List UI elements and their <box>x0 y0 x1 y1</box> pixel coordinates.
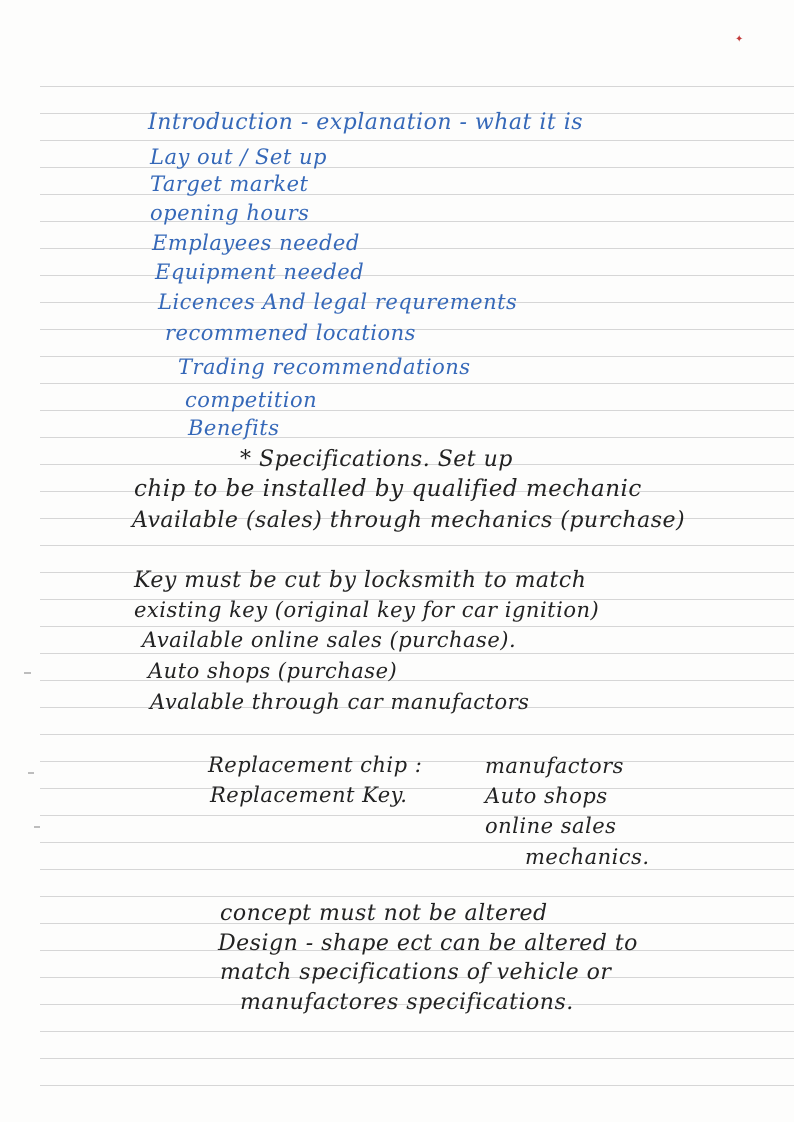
scan-smudge <box>34 826 40 828</box>
key-line-2: existing key (original key for car ignition) <box>134 598 600 622</box>
source-online-sales: online sales <box>485 814 617 838</box>
ruled-line <box>40 1058 794 1059</box>
concept-line-1: concept must not be altered <box>220 901 548 926</box>
outline-opening-hours: opening hours <box>150 201 310 225</box>
ruled-line <box>40 896 794 897</box>
chip-line-1: chip to be installed by qualified mechanic <box>134 476 642 502</box>
ruled-line <box>40 545 794 546</box>
ruled-line <box>40 626 794 627</box>
ruled-line <box>40 734 794 735</box>
source-auto-shops: Auto shops <box>485 784 608 808</box>
ruled-line <box>40 86 794 87</box>
outline-introduction: Introduction - explanation - what it is <box>148 110 584 135</box>
ruled-line <box>40 815 794 816</box>
ruled-line <box>40 140 794 141</box>
outline-equipment: Equipment needed <box>155 260 365 284</box>
ruled-line <box>40 275 794 276</box>
source-manufactors: manufactors <box>485 754 624 778</box>
ruled-line <box>40 437 794 438</box>
chip-line-2: Available (sales) through mechanics (purchase) <box>132 508 686 533</box>
replacement-chip: Replacement chip : <box>208 753 423 777</box>
key-line-1: Key must be cut by locksmith to match <box>134 568 587 593</box>
outline-locations: recommened locations <box>165 321 416 345</box>
ruled-line <box>40 329 794 330</box>
ruled-line <box>40 1031 794 1032</box>
key-line-3: Available online sales (purchase). <box>142 628 517 652</box>
ruled-line <box>40 788 794 789</box>
key-line-5: Avalable through car manufactors <box>150 690 530 714</box>
ruled-line <box>40 410 794 411</box>
outline-employees: Emplayees needed <box>152 231 360 255</box>
scan-smudge <box>24 672 31 674</box>
key-line-4: Auto shops (purchase) <box>148 659 398 683</box>
spec-heading: * Specifications. Set up <box>240 447 513 472</box>
outline-benefits: Benefits <box>188 416 280 440</box>
outline-layout: Lay out / Set up <box>150 145 327 169</box>
scan-smudge <box>28 772 34 774</box>
concept-line-3: match specifications of vehicle or <box>220 960 612 985</box>
ruled-line <box>40 869 794 870</box>
source-mechanics: mechanics. <box>525 845 650 869</box>
outline-competition: competition <box>185 388 318 412</box>
ruled-line <box>40 842 794 843</box>
ruled-line <box>40 653 794 654</box>
replacement-key: Replacement Key. <box>210 783 408 807</box>
concept-line-2: Design - shape ect can be altered to <box>218 931 638 956</box>
concept-line-4: manufactores specifications. <box>240 990 574 1015</box>
ruled-line <box>40 1085 794 1086</box>
outline-target-market: Target market <box>150 172 309 196</box>
outline-licences: Licences And legal requrements <box>158 290 518 314</box>
ruled-line <box>40 383 794 384</box>
ink-dot-mark: ✦ <box>735 34 744 45</box>
outline-trading: Trading recommendations <box>178 355 471 379</box>
